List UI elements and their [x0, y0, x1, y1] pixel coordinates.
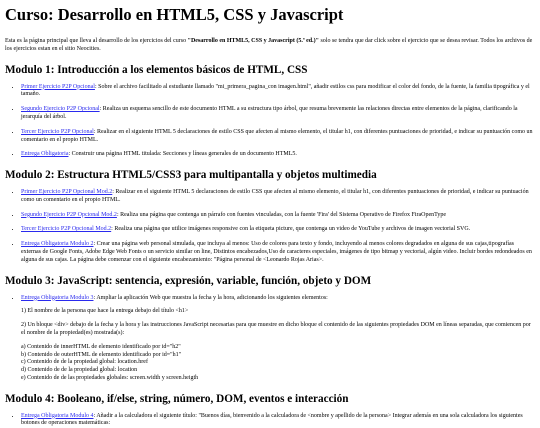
exercise-link[interactable]: Entrega Obligatoria Modulo 3: [21, 294, 94, 301]
exercise-description: : Realiza una página que contenga un párrafo con fuentes vinculadas, con la fuente 'Fira' del Sistema Operativo de Firefox FiraOpenType: [116, 211, 447, 218]
exercise-description: : Crear una página web personal simulada, que incluya al menos: Uso de colores para texto y fondo, incluyendo al menos colores degradados en alguna de sus cajas,tipografías externas de Google Fonts, Adobe Edge Web Fonts o un servicio similar on line, Distintos encabezados,Uso de caracteres especiales, imágenes de tipo bitmap y vectorial, algún video. Incluir bordes redondeados en alguna de sus cajas. La página debe comenzar con el siguiente encabezamiento: "Página personal de <Leonardo Rojas Arias>.: [21, 241, 532, 263]
exercise-item: [21, 189, 535, 205]
exercise-link[interactable]: Entrega Obligatoria Modulo 2: [21, 241, 94, 248]
exercise-description: : Construir una página HTML titulada: Secciones y líneas generales de un documento HTML5.: [68, 151, 297, 158]
requirement-line: a) Contenido de innerHTML de elemento identificado por id="h2": [21, 343, 181, 350]
exercise-item: [21, 129, 535, 145]
exercise-description: : Ampliar la aplicación Web que muestra la fecha y la hora, adicionando los siguientes elementos:: [93, 294, 328, 301]
exercise-link[interactable]: Primer Ejercicio P2P Opcional Mod.2: [21, 189, 113, 196]
requirement-line: b) Contenido de outerHTML de elemento identificado por id="h1": [21, 351, 182, 358]
exercise-description: : Sobre el archivo facilitado al estudiante llamado "mi_primera_pagina_con imagen.html", añadir estilos css para modificar el color del fondo, de la fuente, la familia tipográfica y el tamaño.: [21, 83, 530, 98]
exercise-item: [21, 295, 535, 383]
exercise-description: : Realizar en el siguiente HTML 5 declaraciones de estilo CSS que afecten al mismo elemento, el titular h1, con diferentes puntuaciones de prioridad, e indicar su puntuación como un comentario en el propio HTML.: [21, 189, 529, 203]
exercise-item: [21, 151, 535, 159]
exercise-item: [21, 241, 535, 264]
page-title: Curso: Desarrollo en HTML5, CSS y Javascript: [5, 5, 344, 24]
exercise-link[interactable]: Tercer Ejercicio P2P Opcional: [21, 128, 94, 135]
module-1-list: [5, 84, 535, 160]
exercise-item: [21, 106, 535, 122]
intro-text: Esta es la página principal que lleva al desarrollo de los ejercicios del curso: [5, 38, 188, 45]
requirement-line: e) Contenido de de las propiedades globales: screen.width y screen.heigth: [21, 374, 199, 381]
exercise-item: [21, 84, 535, 100]
requirement-line: c) Contenido de de la propiedad global: location.href: [21, 359, 148, 366]
exercise-description: : Realiza un esquema sencillo de este documento HTML a su estructura tipo árbol, que resuma brevemente las relaciones directas entre elementos de la página, clarificando la jerarquía del árbol.: [21, 106, 518, 120]
module-2-list: [5, 189, 535, 265]
module-2-heading: Modulo 2: Estructura HTML5/CSS3 para multipantalla y objetos multimedia: [5, 169, 377, 182]
module-4-list: [5, 413, 535, 428]
module-4-heading: Modulo 4: Booleano, if/else, string, número, DOM, eventos e interacción: [5, 392, 349, 405]
requirement-2: 2) Un bloque <div> debajo de la fecha y la hora y las instrucciones JavaScript necesarias para que muestre en dicho bloque el contenido de las siguientes propiedades DOM en líneas separadas, que comiencen por el nombre de la propiedad(es) mostrada(s):: [21, 322, 531, 336]
exercise-item: [21, 212, 535, 220]
exercise-link[interactable]: Tercer Ejercicio P2P Opcional Mod.2: [21, 226, 112, 233]
requirement-lines: [21, 344, 535, 383]
module-3-heading: Modulo 3: JavaScript: sentencia, expresión, variable, función, objeto y DOM: [5, 274, 372, 287]
module-1-heading: Modulo 1: Introducción a los elementos básicos de HTML, CSS: [5, 63, 308, 76]
exercise-item: [21, 226, 535, 234]
exercise-details: [21, 308, 535, 382]
exercise-link[interactable]: Entrega Obligatoria: [21, 151, 69, 158]
exercise-description: : Añadir a la calculadora el siguiente título: "Buenos días, bienvenido a la calculadora de <nombre y apellido de la persona> Integrar además en una sola calculadora los siguientes botones de operaciones matemáticas:: [21, 412, 523, 427]
module-3-list: [5, 295, 535, 383]
requirement-line: d) Contenido de de la propiedad global: location: [21, 367, 138, 374]
exercise-description: : Realiza una página que utilice imágenes responsive con la etiqueta picture, que contenga un video de YouTube y archivos de imagen vectorial SVG.: [111, 226, 471, 233]
exercise-link[interactable]: Entrega Obligatoria Modulo 4: [21, 412, 94, 419]
exercise-description: : Realizar en el siguiente HTML 5 declaraciones de estilo CSS que afecten al mismo elemento, el titular h1, con diferentes puntuaciones de prioridad, e indicar su puntuación como un comentario en el propio HTML.: [21, 128, 533, 143]
exercise-link[interactable]: Segundo Ejercicio P2P Opcional: [21, 106, 100, 113]
requirement-1: 1) El nombre de la persona que hace la entrega debajo del título <h1>: [21, 308, 189, 315]
exercise-item: [21, 413, 535, 428]
intro-text-end: solo se tendra que dar click sobre el ejercicio que se desea revisar. Todos los archivos de los ejercicios estan en el sitio Neocities.: [5, 38, 533, 52]
intro-paragraph: [5, 38, 535, 54]
exercise-link[interactable]: Primer Ejercicio P2P Opcional: [21, 83, 95, 90]
exercise-link[interactable]: Segundo Ejercicio P2P Opcional Mod.2: [21, 211, 117, 218]
intro-course-name: "Desarrollo en HTML5, CSS y Javascript (5.ª ed.)": [187, 38, 319, 45]
